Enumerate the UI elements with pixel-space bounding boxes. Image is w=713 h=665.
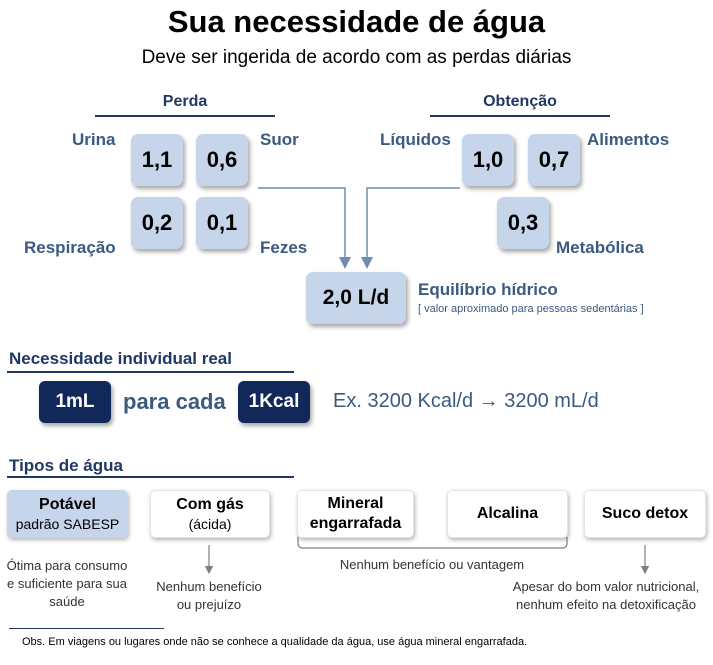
- potavel-title: Potável: [39, 496, 96, 513]
- liquidos-value: 1,0: [462, 134, 514, 186]
- suor-value: 0,6: [196, 134, 248, 186]
- respiracao-label: Respiração: [24, 238, 116, 257]
- alcalina-title: Alcalina: [476, 505, 539, 522]
- tipo-suco-detox: [584, 490, 706, 538]
- metabolica-label: Metabólica: [556, 238, 644, 257]
- equilibrio-value: 2,0 L/d: [306, 272, 406, 324]
- equilibrio-label: Equilíbrio hídrico: [418, 280, 558, 299]
- respiracao-value: 0,2: [131, 197, 183, 249]
- necessidade-underline: [7, 371, 294, 373]
- perda-heading: Perda: [162, 93, 208, 110]
- mineral-alcalina-bracket: [298, 537, 567, 548]
- obs-divider: [9, 628, 164, 629]
- suco-note-line-2: nenhum efeito na detoxificação: [516, 597, 696, 612]
- tipo-com-gas: [150, 490, 270, 538]
- suor-label: Suor: [260, 130, 299, 149]
- obtencao-arrow: [367, 188, 460, 263]
- necessidade-example: Ex. 3200 Kcal/d → 3200 mL/d: [333, 390, 599, 412]
- metabolica-value: 0,3: [497, 197, 549, 249]
- potavel-sub: padrão SABESP: [15, 516, 120, 532]
- potavel-note-line-3: saúde: [49, 594, 85, 609]
- tipo-potavel: [7, 490, 128, 538]
- alimentos-value: 0,7: [528, 134, 580, 186]
- fezes-value: 0,1: [196, 197, 248, 249]
- page-subtitle: Deve ser ingerida de acordo com as perdas diárias: [141, 47, 572, 68]
- one-ml-box: 1mL: [39, 381, 111, 423]
- mineral-title-2: engarrafada: [309, 515, 402, 532]
- potavel-note-line-1: Ótima para consumo: [6, 558, 128, 573]
- tipo-mineral: [297, 490, 414, 538]
- suco-note-line-1: Apesar do bom valor nutricional,: [512, 579, 700, 594]
- mineral-alcalina-note: Nenhum benefício ou vantagem: [339, 557, 525, 572]
- tipo-alcalina: [447, 490, 568, 538]
- potavel-note: [0, 557, 134, 611]
- urina-value: 1,1: [131, 134, 183, 186]
- mineral-title-1: Mineral: [327, 495, 384, 512]
- obs-note: Obs. Em viagens ou lugares onde não se conhece a qualidade da água, use água mineral engarrafada.: [22, 636, 528, 648]
- page-title: Sua necessidade de água: [167, 4, 546, 39]
- suco-note: [500, 578, 712, 614]
- com-gas-note-line-1: Nenhum benefício: [156, 579, 262, 594]
- necessidade-heading: Necessidade individual real: [9, 349, 232, 368]
- potavel-note-line-2: e suficiente para sua: [7, 576, 127, 591]
- para-cada-text: para cada: [123, 389, 226, 414]
- com-gas-note: [139, 578, 279, 614]
- one-kcal-box: 1Kcal: [238, 381, 310, 423]
- com-gas-title: Com gás: [176, 496, 244, 513]
- urina-label: Urina: [72, 130, 116, 149]
- suco-title: Suco detox: [601, 505, 689, 522]
- tipos-heading: Tipos de água: [9, 456, 123, 475]
- perda-arrow: [258, 188, 345, 263]
- liquidos-label: Líquidos: [380, 130, 451, 149]
- obtencao-heading: Obtenção: [483, 93, 557, 110]
- alimentos-label: Alimentos: [587, 130, 670, 149]
- com-gas-note-line-2: ou prejuízo: [176, 597, 242, 612]
- equilibrio-note: [ valor aproximado para pessoas sedentárias ]: [418, 303, 644, 315]
- tipos-underline: [7, 476, 294, 478]
- com-gas-sub: (ácida): [188, 516, 232, 532]
- fezes-label: Fezes: [260, 238, 308, 257]
